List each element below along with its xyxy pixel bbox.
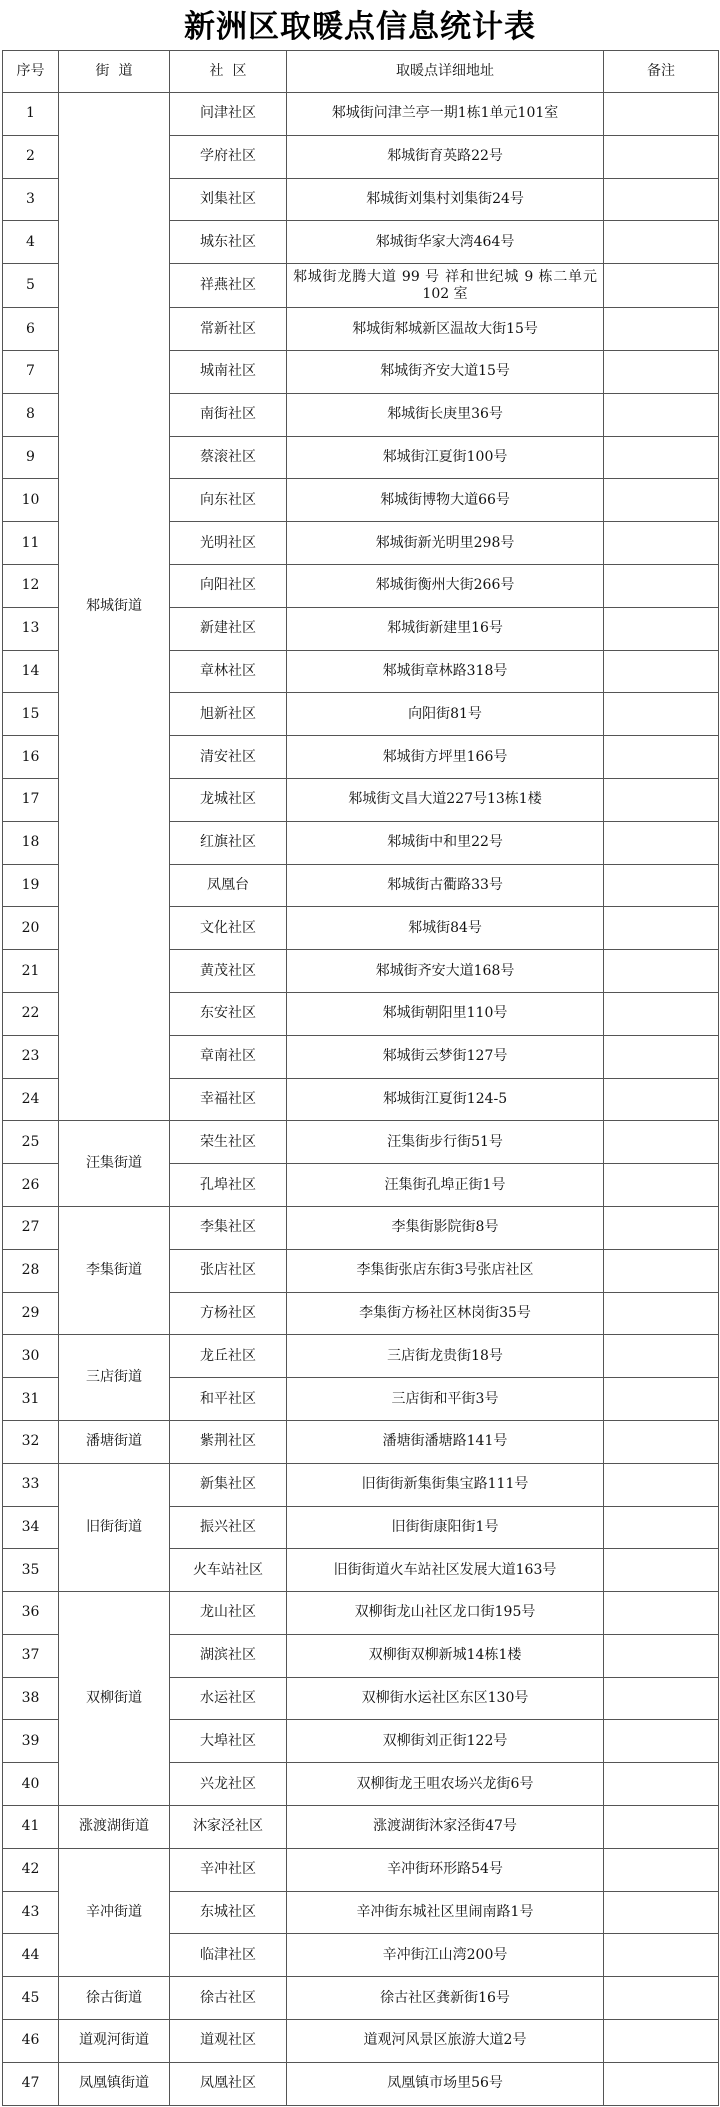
address-cell: 双柳街双柳新城14栋1楼 xyxy=(287,1634,604,1677)
community-cell: 孔埠社区 xyxy=(170,1164,287,1207)
address-cell: 邾城街章林路318号 xyxy=(287,650,604,693)
row-number-cell: 43 xyxy=(3,1891,59,1934)
community-cell: 方杨社区 xyxy=(170,1292,287,1335)
note-cell xyxy=(604,436,719,479)
address-cell: 辛冲街东城社区里闹南路1号 xyxy=(287,1891,604,1934)
community-cell: 蔡滚社区 xyxy=(170,436,287,479)
row-number-cell: 33 xyxy=(3,1463,59,1506)
address-cell: 汪集街孔埠正街1号 xyxy=(287,1164,604,1207)
community-cell: 和平社区 xyxy=(170,1378,287,1421)
note-cell xyxy=(604,1806,719,1849)
street-cell: 凤凰镇街道 xyxy=(59,2062,170,2105)
address-cell: 邾城街育英路22号 xyxy=(287,135,604,178)
note-cell xyxy=(604,93,719,136)
address-cell: 三店街龙贵街18号 xyxy=(287,1335,604,1378)
row-number-cell: 41 xyxy=(3,1806,59,1849)
row-number-cell: 7 xyxy=(3,350,59,393)
row-number-cell: 9 xyxy=(3,436,59,479)
note-cell xyxy=(604,1720,719,1763)
row-number-cell: 39 xyxy=(3,1720,59,1763)
address-cell: 三店街和平街3号 xyxy=(287,1378,604,1421)
row-number-cell: 25 xyxy=(3,1121,59,1164)
community-cell: 东安社区 xyxy=(170,992,287,1035)
community-cell: 新建社区 xyxy=(170,607,287,650)
row-number-cell: 30 xyxy=(3,1335,59,1378)
table-row xyxy=(3,2020,719,2063)
community-cell: 南街社区 xyxy=(170,393,287,436)
address-cell: 双柳街刘正街122号 xyxy=(287,1720,604,1763)
note-cell xyxy=(604,564,719,607)
note-cell xyxy=(604,1977,719,2020)
page-title: 新洲区取暖点信息统计表 xyxy=(184,9,536,45)
street-cell: 双柳街道 xyxy=(59,1592,170,1806)
note-cell xyxy=(604,821,719,864)
address-cell: 邾城街方坪里166号 xyxy=(287,736,604,779)
row-number-cell: 47 xyxy=(3,2062,59,2105)
note-cell xyxy=(604,1249,719,1292)
street-cell: 潘塘街道 xyxy=(59,1420,170,1463)
address-cell: 邾城街云梦街127号 xyxy=(287,1035,604,1078)
table-row xyxy=(3,1592,719,1635)
address-cell: 邾城街博物大道66号 xyxy=(287,479,604,522)
community-cell: 城东社区 xyxy=(170,221,287,264)
note-cell xyxy=(604,1848,719,1891)
note-cell xyxy=(604,1121,719,1164)
street-cell: 道观河街道 xyxy=(59,2020,170,2063)
community-cell: 黄茂社区 xyxy=(170,950,287,993)
note-cell xyxy=(604,1078,719,1121)
note-cell xyxy=(604,864,719,907)
address-cell: 李集街张店东街3号张店社区 xyxy=(287,1249,604,1292)
note-cell xyxy=(604,1506,719,1549)
address-cell: 向阳街81号 xyxy=(287,693,604,736)
note-cell xyxy=(604,1891,719,1934)
row-number-cell: 6 xyxy=(3,308,59,351)
address-cell: 邾城街长庚里36号 xyxy=(287,393,604,436)
community-cell: 祥燕社区 xyxy=(170,264,287,308)
header-cell-no: 序号 xyxy=(3,51,59,93)
note-cell xyxy=(604,1592,719,1635)
heating-points-table xyxy=(2,50,719,2106)
note-cell xyxy=(604,650,719,693)
row-number-cell: 28 xyxy=(3,1249,59,1292)
row-number-cell: 8 xyxy=(3,393,59,436)
row-number-cell: 5 xyxy=(3,264,59,308)
address-cell: 邾城街华家大湾464号 xyxy=(287,221,604,264)
address-cell: 邾城街齐安大道15号 xyxy=(287,350,604,393)
address-cell: 双柳街龙王咀农场兴龙街6号 xyxy=(287,1763,604,1806)
note-cell xyxy=(604,393,719,436)
row-number-cell: 3 xyxy=(3,178,59,221)
note-cell xyxy=(604,1292,719,1335)
community-cell: 学府社区 xyxy=(170,135,287,178)
note-cell xyxy=(604,907,719,950)
row-number-cell: 34 xyxy=(3,1506,59,1549)
note-cell xyxy=(604,1634,719,1677)
community-cell: 凤凰台 xyxy=(170,864,287,907)
table-row xyxy=(3,2062,719,2105)
note-cell xyxy=(604,992,719,1035)
community-cell: 光明社区 xyxy=(170,522,287,565)
street-cell: 三店街道 xyxy=(59,1335,170,1421)
address-cell: 邾城街问津兰亭一期1栋1单元101室 xyxy=(287,93,604,136)
row-number-cell: 1 xyxy=(3,93,59,136)
address-cell: 邾城街江夏街124-5 xyxy=(287,1078,604,1121)
address-cell: 邾城街新建里16号 xyxy=(287,607,604,650)
table-row xyxy=(3,1463,719,1506)
address-cell: 辛冲街环形路54号 xyxy=(287,1848,604,1891)
row-number-cell: 2 xyxy=(3,135,59,178)
community-cell: 刘集社区 xyxy=(170,178,287,221)
note-cell xyxy=(604,1934,719,1977)
note-cell xyxy=(604,1335,719,1378)
table-row xyxy=(3,1806,719,1849)
community-cell: 章南社区 xyxy=(170,1035,287,1078)
note-cell xyxy=(604,736,719,779)
address-cell: 汪集街步行街51号 xyxy=(287,1121,604,1164)
header-row xyxy=(3,51,719,93)
note-cell xyxy=(604,350,719,393)
address-cell: 李集街影院街8号 xyxy=(287,1206,604,1249)
row-number-cell: 32 xyxy=(3,1420,59,1463)
row-number-cell: 23 xyxy=(3,1035,59,1078)
row-number-cell: 21 xyxy=(3,950,59,993)
row-number-cell: 17 xyxy=(3,778,59,821)
row-number-cell: 22 xyxy=(3,992,59,1035)
table-row xyxy=(3,1121,719,1164)
street-cell: 邾城街道 xyxy=(59,93,170,1121)
community-cell: 向阳社区 xyxy=(170,564,287,607)
row-number-cell: 12 xyxy=(3,564,59,607)
community-cell: 水运社区 xyxy=(170,1677,287,1720)
note-cell xyxy=(604,607,719,650)
row-number-cell: 27 xyxy=(3,1206,59,1249)
community-cell: 旭新社区 xyxy=(170,693,287,736)
street-cell: 李集街道 xyxy=(59,1206,170,1334)
community-cell: 龙丘社区 xyxy=(170,1335,287,1378)
table-body xyxy=(3,93,719,2106)
note-cell xyxy=(604,693,719,736)
note-cell xyxy=(604,1463,719,1506)
address-cell: 邾城街84号 xyxy=(287,907,604,950)
address-cell: 道观河风景区旅游大道2号 xyxy=(287,2020,604,2063)
table-row xyxy=(3,1335,719,1378)
note-cell xyxy=(604,522,719,565)
community-cell: 荣生社区 xyxy=(170,1121,287,1164)
street-cell: 徐古街道 xyxy=(59,1977,170,2020)
address-cell: 邾城街刘集村刘集街24号 xyxy=(287,178,604,221)
row-number-cell: 26 xyxy=(3,1164,59,1207)
community-cell: 沐家泾社区 xyxy=(170,1806,287,1849)
community-cell: 大埠社区 xyxy=(170,1720,287,1763)
note-cell xyxy=(604,1378,719,1421)
community-cell: 凤凰社区 xyxy=(170,2062,287,2105)
community-cell: 问津社区 xyxy=(170,93,287,136)
row-number-cell: 29 xyxy=(3,1292,59,1335)
address-cell: 邾城街朝阳里110号 xyxy=(287,992,604,1035)
address-cell: 潘塘街潘塘路141号 xyxy=(287,1420,604,1463)
row-number-cell: 35 xyxy=(3,1549,59,1592)
community-cell: 道观社区 xyxy=(170,2020,287,2063)
row-number-cell: 37 xyxy=(3,1634,59,1677)
header-cell-street: 街 道 xyxy=(59,51,170,93)
row-number-cell: 14 xyxy=(3,650,59,693)
community-cell: 幸福社区 xyxy=(170,1078,287,1121)
note-cell xyxy=(604,264,719,308)
community-cell: 辛冲社区 xyxy=(170,1848,287,1891)
row-number-cell: 10 xyxy=(3,479,59,522)
row-number-cell: 18 xyxy=(3,821,59,864)
address-cell: 双柳街龙山社区龙口街195号 xyxy=(287,1592,604,1635)
community-cell: 东城社区 xyxy=(170,1891,287,1934)
community-cell: 常新社区 xyxy=(170,308,287,351)
table-row xyxy=(3,1206,719,1249)
community-cell: 振兴社区 xyxy=(170,1506,287,1549)
address-cell: 邾城街龙腾大道 99 号 祥和世纪城 9 栋二单元 102 室 xyxy=(287,264,604,308)
row-number-cell: 42 xyxy=(3,1848,59,1891)
street-cell: 汪集街道 xyxy=(59,1121,170,1207)
note-cell xyxy=(604,1206,719,1249)
row-number-cell: 45 xyxy=(3,1977,59,2020)
community-cell: 火车站社区 xyxy=(170,1549,287,1592)
community-cell: 城南社区 xyxy=(170,350,287,393)
community-cell: 兴龙社区 xyxy=(170,1763,287,1806)
community-cell: 章林社区 xyxy=(170,650,287,693)
note-cell xyxy=(604,2062,719,2105)
address-cell: 邾城街江夏街100号 xyxy=(287,436,604,479)
address-cell: 涨渡湖街沐家泾街47号 xyxy=(287,1806,604,1849)
street-cell: 旧街街道 xyxy=(59,1463,170,1591)
note-cell xyxy=(604,1164,719,1207)
header-cell-community: 社 区 xyxy=(170,51,287,93)
row-number-cell: 31 xyxy=(3,1378,59,1421)
address-cell: 李集街方杨社区林岗街35号 xyxy=(287,1292,604,1335)
note-cell xyxy=(604,1763,719,1806)
table-row xyxy=(3,1977,719,2020)
community-cell: 龙城社区 xyxy=(170,778,287,821)
row-number-cell: 13 xyxy=(3,607,59,650)
row-number-cell: 44 xyxy=(3,1934,59,1977)
table-row xyxy=(3,1420,719,1463)
community-cell: 紫荆社区 xyxy=(170,1420,287,1463)
address-cell: 双柳街水运社区东区130号 xyxy=(287,1677,604,1720)
address-cell: 辛冲街江山湾200号 xyxy=(287,1934,604,1977)
community-cell: 新集社区 xyxy=(170,1463,287,1506)
note-cell xyxy=(604,1549,719,1592)
table-row xyxy=(3,1848,719,1891)
address-cell: 邾城街衡州大街266号 xyxy=(287,564,604,607)
row-number-cell: 36 xyxy=(3,1592,59,1635)
address-cell: 旧街街康阳街1号 xyxy=(287,1506,604,1549)
row-number-cell: 16 xyxy=(3,736,59,779)
address-cell: 旧街街道火车站社区发展大道163号 xyxy=(287,1549,604,1592)
note-cell xyxy=(604,778,719,821)
note-cell xyxy=(604,308,719,351)
header-cell-address: 取暖点详细地址 xyxy=(287,51,604,93)
address-cell: 邾城街中和里22号 xyxy=(287,821,604,864)
note-cell xyxy=(604,135,719,178)
note-cell xyxy=(604,1035,719,1078)
address-cell: 旧街街新集街集宝路111号 xyxy=(287,1463,604,1506)
row-number-cell: 4 xyxy=(3,221,59,264)
community-cell: 红旗社区 xyxy=(170,821,287,864)
street-cell: 辛冲街道 xyxy=(59,1848,170,1976)
community-cell: 徐古社区 xyxy=(170,1977,287,2020)
note-cell xyxy=(604,2020,719,2063)
community-cell: 文化社区 xyxy=(170,907,287,950)
note-cell xyxy=(604,950,719,993)
note-cell xyxy=(604,178,719,221)
community-cell: 张店社区 xyxy=(170,1249,287,1292)
row-number-cell: 24 xyxy=(3,1078,59,1121)
note-cell xyxy=(604,221,719,264)
note-cell xyxy=(604,479,719,522)
row-number-cell: 40 xyxy=(3,1763,59,1806)
community-cell: 清安社区 xyxy=(170,736,287,779)
community-cell: 李集社区 xyxy=(170,1206,287,1249)
address-cell: 邾城街邾城新区温故大街15号 xyxy=(287,308,604,351)
community-cell: 临津社区 xyxy=(170,1934,287,1977)
community-cell: 龙山社区 xyxy=(170,1592,287,1635)
row-number-cell: 15 xyxy=(3,693,59,736)
row-number-cell: 20 xyxy=(3,907,59,950)
row-number-cell: 38 xyxy=(3,1677,59,1720)
street-cell: 涨渡湖街道 xyxy=(59,1806,170,1849)
header-cell-note: 备注 xyxy=(604,51,719,93)
row-number-cell: 19 xyxy=(3,864,59,907)
note-cell xyxy=(604,1420,719,1463)
row-number-cell: 11 xyxy=(3,522,59,565)
address-cell: 凤凰镇市场里56号 xyxy=(287,2062,604,2105)
row-number-cell: 46 xyxy=(3,2020,59,2063)
address-cell: 邾城街新光明里298号 xyxy=(287,522,604,565)
community-cell: 湖滨社区 xyxy=(170,1634,287,1677)
address-cell: 徐古社区龚新街16号 xyxy=(287,1977,604,2020)
community-cell: 向东社区 xyxy=(170,479,287,522)
address-cell: 邾城街古衢路33号 xyxy=(287,864,604,907)
address-cell: 邾城街文昌大道227号13栋1楼 xyxy=(287,778,604,821)
address-cell: 邾城街齐安大道168号 xyxy=(287,950,604,993)
note-cell xyxy=(604,1677,719,1720)
table-row xyxy=(3,93,719,136)
